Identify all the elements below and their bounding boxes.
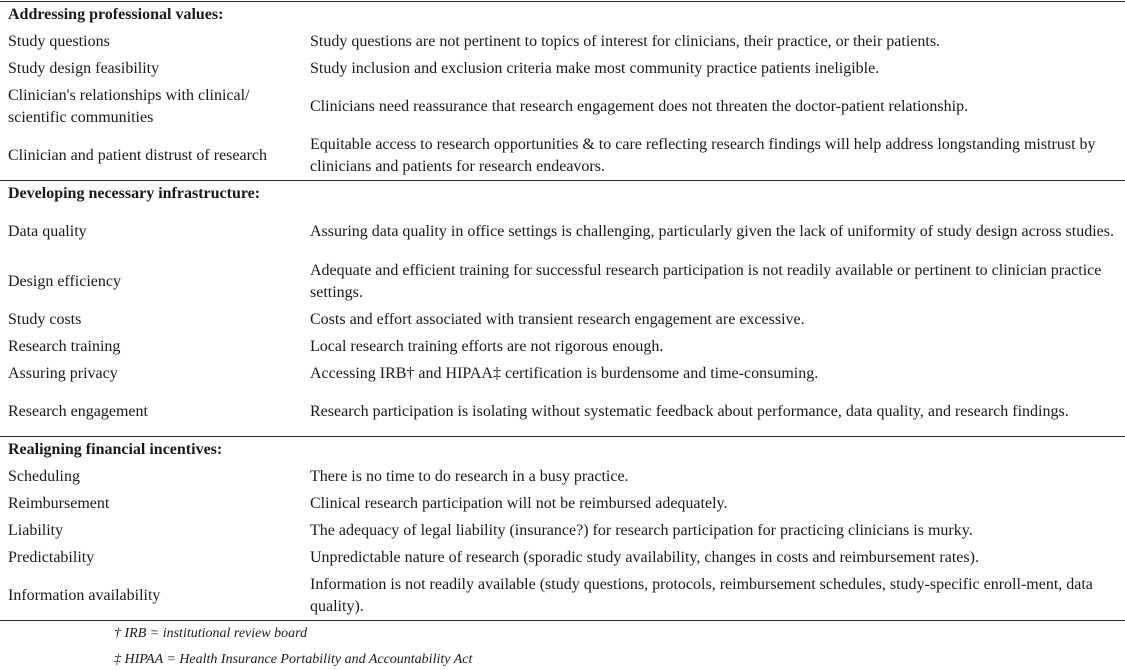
factor-cell: Scheduling xyxy=(8,468,80,485)
factor-cell: Clinician and patient distrust of research xyxy=(8,147,268,164)
factor-cell: Liability xyxy=(8,522,64,539)
factor-cell: Clinician's relationships with clinical/ scientific communities xyxy=(8,87,250,126)
description-cell: Local research training efforts are not rigorous enough. xyxy=(310,338,664,355)
description-cell: Unpredictable nature of research (sporadic study availability, changes in costs and reimbursement rates). xyxy=(310,549,979,566)
table-bottom-rule xyxy=(0,620,1125,621)
description-cell: The adequacy of legal liability (insurance?) for research participation for practicing clinicians is murky. xyxy=(310,522,973,539)
factor-cell: Assuring privacy xyxy=(8,365,118,382)
factor-cell: Predictability xyxy=(8,549,95,566)
factor-cell: Information availability xyxy=(8,587,161,604)
description-cell: Adequate and efficient training for successful research participation is not readily available or pertinent to clinician practice settings. xyxy=(310,262,1102,301)
factor-cell: Design efficiency xyxy=(8,273,121,290)
section-title-professional-values: Addressing professional values: xyxy=(8,6,224,23)
description-cell: Costs and effort associated with transient research engagement are excessive. xyxy=(310,311,805,328)
footnote-hipaa: ‡ HIPAA = Health Insurance Portability and Accountability Act xyxy=(114,652,473,667)
footnote-irb: † IRB = institutional review board xyxy=(114,626,308,641)
section-title-financial-incentives: Realigning financial incentives: xyxy=(8,441,223,458)
description-cell: Assuring data quality in office settings is challenging, particularly given the lack of uniformity of study design across studies. xyxy=(310,223,1114,240)
section-title-infrastructure: Developing necessary infrastructure: xyxy=(8,185,261,202)
description-cell: There is no time to do research in a busy practice. xyxy=(310,468,629,485)
description-cell: Accessing IRB† and HIPAA‡ certification is burdensome and time-consuming. xyxy=(310,365,819,382)
description-cell: Study questions are not pertinent to topics of interest for clinicians, their practice, or their patients. xyxy=(310,33,941,50)
section-divider xyxy=(0,180,1125,181)
factor-cell: Study costs xyxy=(8,311,82,328)
description-cell: Clinical research participation will not be reimbursed adequately. xyxy=(310,495,728,512)
table-top-rule xyxy=(0,1,1125,2)
factor-cell: Study questions xyxy=(8,33,110,50)
factor-cell: Study design feasibility xyxy=(8,60,160,77)
description-cell: Study inclusion and exclusion criteria make most community practice patients ineligible. xyxy=(310,60,880,77)
description-cell: Equitable access to research opportunities & to care reflecting research findings will help address longstanding mistrust by clinicians and patients for research endeavors. xyxy=(310,136,1096,175)
factor-cell: Reimbursement xyxy=(8,495,110,512)
description-cell: Information is not readily available (study questions, protocols, reimbursement schedules, study-specific enroll-ment, data quality). xyxy=(310,576,1093,615)
factor-cell: Research training xyxy=(8,338,121,355)
factor-cell: Data quality xyxy=(8,223,87,240)
description-cell: Clinicians need reassurance that research engagement does not threaten the doctor-patient relationship. xyxy=(310,98,969,115)
section-divider xyxy=(0,436,1125,437)
description-cell: Research participation is isolating without systematic feedback about performance, data quality, and research findings. xyxy=(310,403,1069,420)
factor-cell: Research engagement xyxy=(8,403,148,420)
